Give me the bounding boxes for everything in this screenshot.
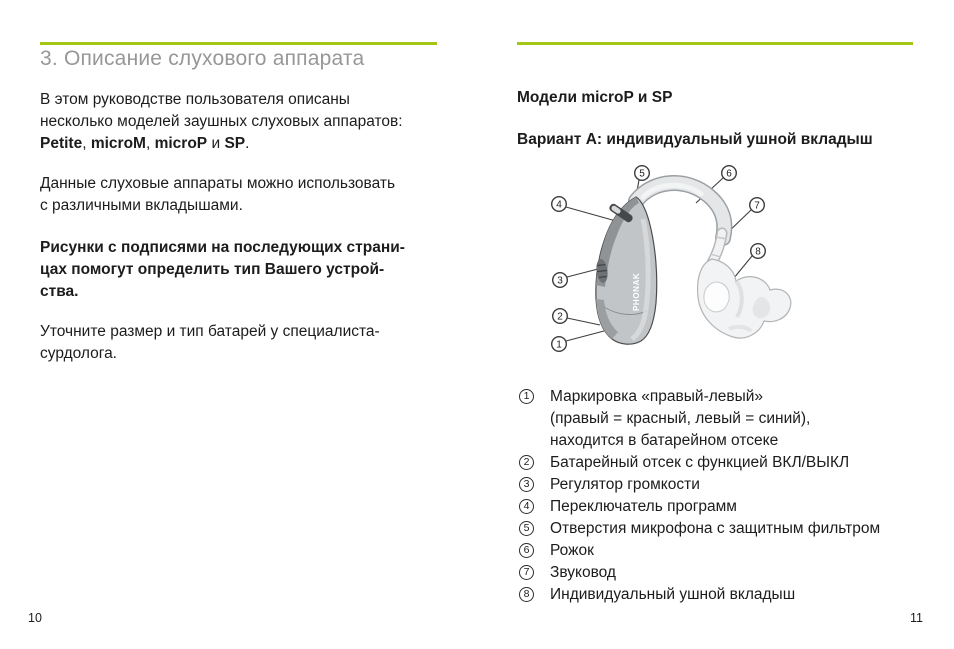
legend-item-2	[517, 452, 937, 474]
legend-text-1	[550, 386, 937, 452]
chapter-title: 3. Описание слухового аппарата	[40, 47, 365, 70]
variant-heading: Вариант А: индивидуальный ушной вкладыш	[517, 131, 873, 148]
brand-label: PHONAK	[632, 272, 641, 311]
legend-line: находится в батарейном отсеке	[550, 432, 779, 449]
callout-1	[552, 337, 567, 352]
svg-text:4: 4	[556, 199, 562, 211]
separator: ,	[145, 135, 155, 152]
separator: ,	[82, 135, 91, 152]
legend-text-4: Переключатель программ	[550, 498, 737, 515]
legend-item-5	[517, 518, 937, 540]
period: .	[245, 135, 250, 152]
legend-text-8: Индивидуальный ушной вкладыш	[550, 586, 796, 603]
legend-item-4	[517, 496, 937, 518]
svg-text:1: 1	[556, 339, 562, 351]
models-line	[40, 133, 460, 155]
figures-note-paragraph	[40, 237, 460, 303]
paragraph-line: с различными вкладышами.	[40, 197, 243, 214]
paragraph-line: Рисунки с подписями на последующих страни-	[40, 239, 405, 256]
callout-6	[722, 166, 737, 181]
svg-text:6: 6	[726, 168, 732, 180]
callout-5	[635, 166, 650, 181]
paragraph-line: цах помогут определить тип Вашего устрой-	[40, 261, 385, 278]
legend-number-5: 5	[519, 521, 534, 536]
page-number-right: 11	[910, 611, 923, 625]
legend-text-6: Рожок	[550, 542, 594, 559]
left-accent-rule	[40, 42, 437, 45]
callout-4	[552, 197, 567, 212]
page-number-left: 10	[28, 611, 42, 625]
legend-number-2: 2	[519, 455, 534, 470]
model-microp: microP	[154, 135, 208, 152]
callout-7	[750, 198, 765, 213]
legend-number-6: 6	[519, 543, 534, 558]
legend-text-5: Отверстия микрофона с защитным фильтром	[550, 520, 881, 537]
legend-text-7: Звуковод	[550, 564, 616, 581]
intro-line-1: В этом руководстве пользователя описаны	[40, 91, 350, 108]
legend-item-1	[517, 386, 937, 452]
legend-item-3	[517, 474, 937, 496]
legend-number-8: 8	[519, 587, 534, 602]
legend-item-8	[517, 584, 937, 606]
legend-number-3: 3	[519, 477, 534, 492]
svg-text:3: 3	[557, 275, 563, 287]
right-accent-rule	[517, 42, 913, 45]
custom-earmold	[698, 259, 791, 338]
intro-line-2: несколько моделей заушных слуховых аппаратов:	[40, 113, 403, 130]
earmold-paragraph	[40, 173, 460, 217]
legend-number-1: 1	[519, 389, 534, 404]
paragraph-line: сурдолога.	[40, 345, 117, 362]
callout-2	[553, 309, 568, 324]
legend-text-2: Батарейный отсек с функцией ВКЛ/ВЫКЛ	[550, 454, 850, 471]
separator: и	[207, 135, 225, 152]
hearing-aid-body	[595, 197, 657, 344]
svg-text:5: 5	[639, 168, 645, 180]
callout-8	[751, 244, 766, 259]
svg-text:7: 7	[754, 200, 760, 212]
svg-text:2: 2	[557, 311, 563, 323]
legend-number-7: 7	[519, 565, 534, 580]
legend-item-6	[517, 540, 937, 562]
battery-paragraph	[40, 321, 460, 365]
callout-3	[553, 273, 568, 288]
paragraph-line: Уточните размер и тип батарей у специалиста-	[40, 323, 380, 340]
paragraph-line: ства.	[40, 283, 79, 300]
paragraph-line: Данные слуховые аппараты можно использовать	[40, 175, 396, 192]
parts-legend	[517, 386, 937, 606]
model-petite: Petite	[40, 135, 83, 152]
legend-text-3: Регулятор громкости	[550, 476, 700, 493]
intro-paragraph	[40, 89, 460, 155]
hearing-aid-diagram	[515, 159, 915, 385]
legend-line: (правый = красный, левый = синий),	[550, 410, 811, 427]
legend-line: Маркировка «правый-левый»	[550, 388, 764, 405]
models-heading: Модели microP и SP	[517, 89, 673, 106]
legend-item-7	[517, 562, 937, 584]
model-sp: SP	[224, 135, 246, 152]
model-microm: microM	[90, 135, 146, 152]
svg-text:8: 8	[755, 246, 761, 258]
legend-number-4: 4	[519, 499, 534, 514]
